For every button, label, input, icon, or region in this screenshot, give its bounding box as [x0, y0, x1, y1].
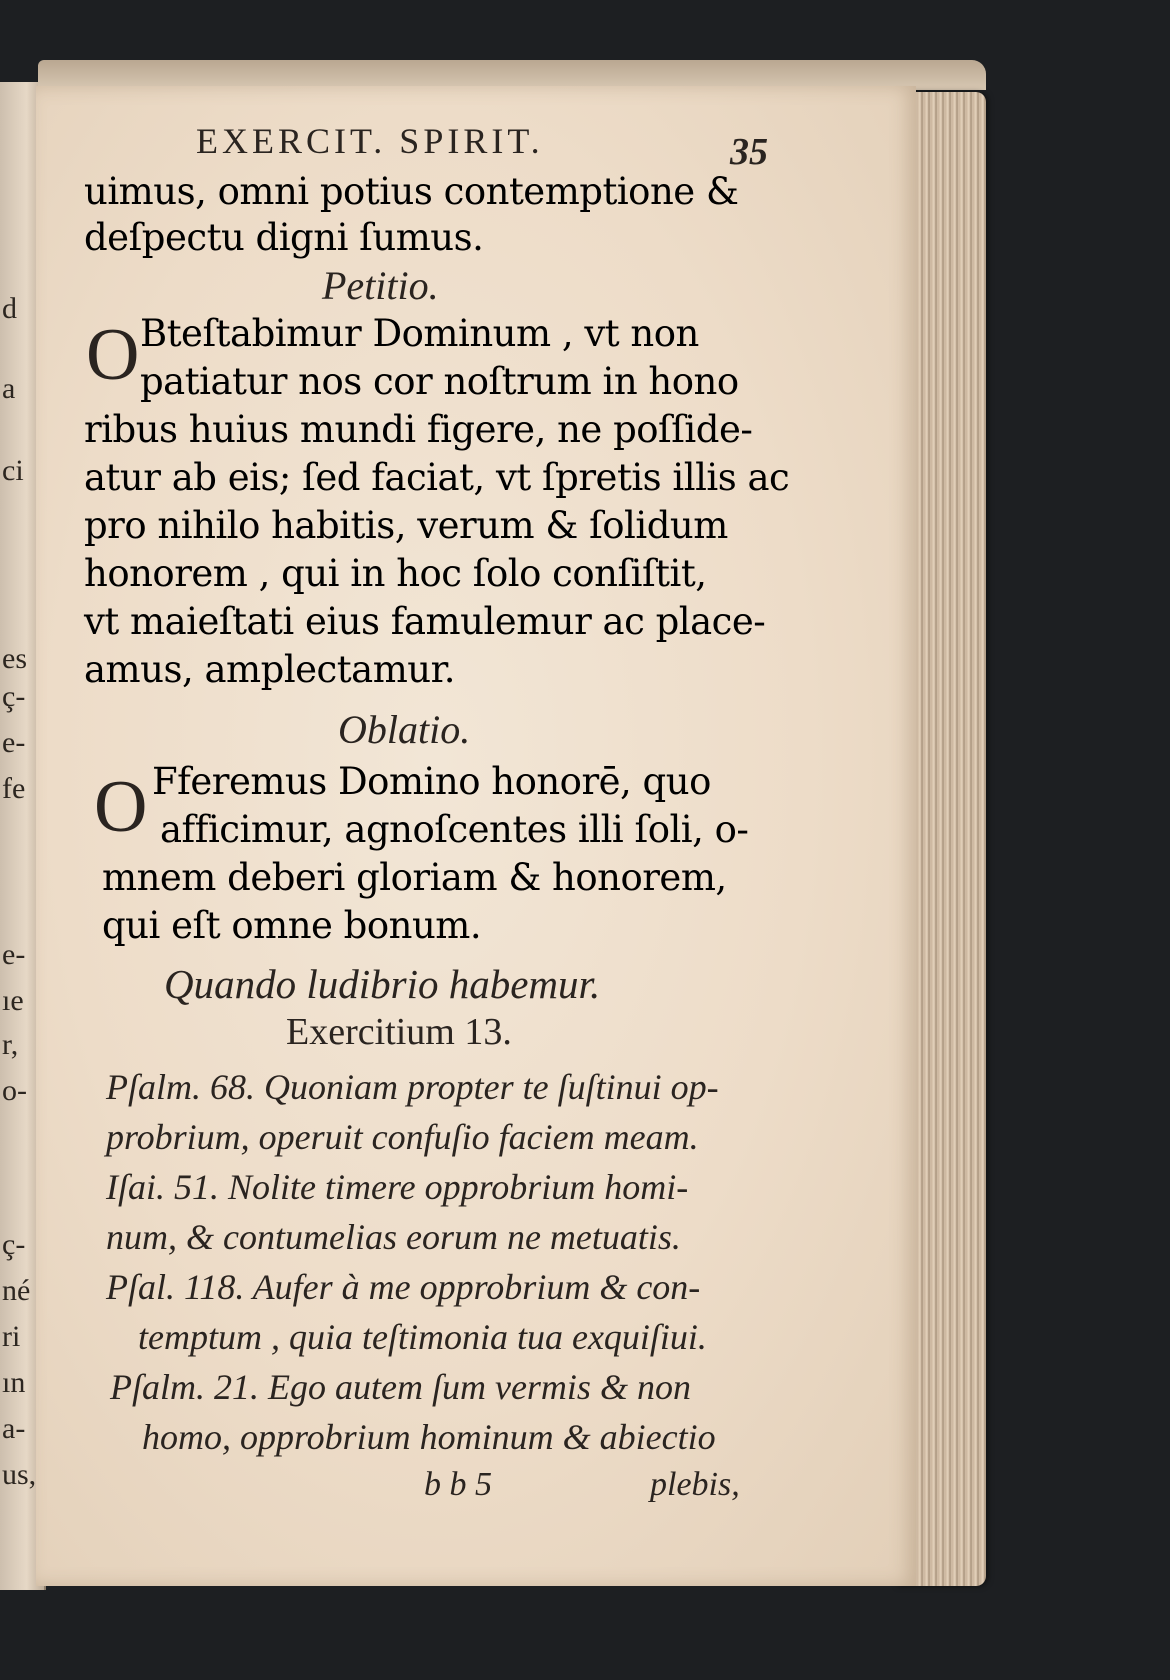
- text-line: amus, amplectamur.: [84, 648, 455, 691]
- citation-line: Pſal. 118. Aufer à me opprobrium & con-: [106, 1267, 701, 1307]
- left-fragment: fe: [2, 772, 26, 805]
- running-title: EXERCIT. SPIRIT.: [196, 121, 544, 161]
- signature-mark: b b 5: [424, 1466, 492, 1503]
- left-fragment: ç-: [2, 1228, 26, 1261]
- text-line: Bteſtabimur Dominum , vt non: [140, 312, 699, 355]
- left-fragment: ci: [2, 454, 24, 487]
- text-line: honorem , qui in hoc ſolo conſiſtit,: [84, 552, 707, 595]
- left-fragment: e-: [2, 938, 26, 971]
- section-subtitle: Exercitium 13.: [286, 1011, 512, 1053]
- left-fragment: es: [2, 642, 27, 675]
- left-fragment: ıe: [2, 984, 24, 1017]
- text-line: vt maieſtati eius famulemur ac place-: [84, 600, 766, 643]
- text-line: uimus, omni potius contemptione &: [84, 170, 739, 213]
- drop-cap: O: [86, 314, 140, 396]
- citation-line: Iſai. 51. Nolite timere opprobrium homi-: [106, 1167, 689, 1207]
- section-title: Quando ludibrio habemur.: [164, 961, 601, 1007]
- text-line: Fferemus Domino honorē, quo: [152, 760, 711, 803]
- text-line: deſpectu digni ſumus.: [84, 216, 484, 259]
- left-fragment: ri: [2, 1320, 21, 1353]
- drop-cap: O: [94, 766, 148, 848]
- left-fragment: o-: [2, 1074, 27, 1107]
- citation-line: num, & contumelias eorum ne metuatis.: [106, 1217, 681, 1257]
- section-heading-oblatio: Oblatio.: [338, 707, 471, 752]
- citation-line: homo, opprobrium hominum & abiectio: [142, 1417, 716, 1457]
- text-line: atur ab eis; ſed faciat, vt ſpretis illis ac: [84, 456, 790, 499]
- left-fragment: r,: [2, 1028, 19, 1061]
- citation-line: temptum , quia teſtimonia tua exquiſiui.: [138, 1317, 707, 1357]
- text-line: pro nihilo habitis, verum & ſolidum: [84, 504, 728, 547]
- left-fragment: a: [2, 372, 16, 405]
- section-heading-petitio: Petitio.: [322, 263, 439, 308]
- page-number: 35: [730, 131, 768, 173]
- text-line: mnem deberi gloriam & honorem,: [102, 856, 727, 899]
- left-fragment: ç-: [2, 680, 26, 713]
- left-fragment: us,: [2, 1458, 37, 1491]
- text-line: afficimur, agnoſcentes illi ſoli, o-: [160, 808, 749, 851]
- left-fragment: e-: [2, 726, 26, 759]
- citation-line: Pſalm. 68. Quoniam propter te ſuſtinui op-: [106, 1067, 719, 1107]
- citation-line: probrium, operuit confuſio faciem meam.: [106, 1117, 699, 1157]
- text-line: patiatur nos cor noſtrum in hono: [140, 360, 739, 403]
- text-line: qui eſt omne bonum.: [102, 904, 482, 947]
- catchword: plebis,: [650, 1466, 740, 1503]
- left-fragment: né: [2, 1274, 31, 1307]
- text-line: ribus huius mundi figere, ne poſſide-: [84, 408, 753, 451]
- left-fragment: ın: [2, 1366, 26, 1399]
- left-fragment: a-: [2, 1412, 26, 1445]
- citation-line: Pſalm. 21. Ego autem ſum vermis & non: [110, 1367, 691, 1407]
- left-fragment: d: [2, 292, 17, 325]
